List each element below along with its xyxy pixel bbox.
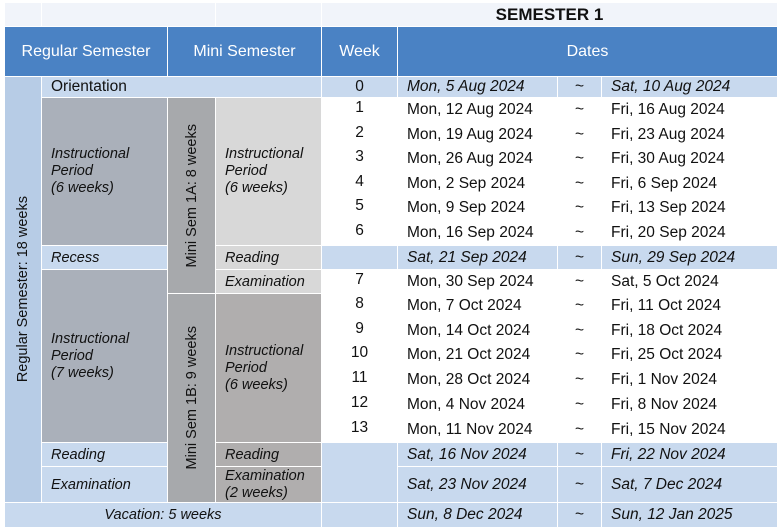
date-separator: ~ (558, 221, 602, 246)
date-start: Mon, 9 Sep 2024 (398, 196, 558, 221)
week-cell: 12 (322, 393, 398, 418)
date-end: Fri, 13 Sep 2024 (602, 196, 778, 221)
date-start: Mon, 26 Aug 2024 (398, 147, 558, 172)
mini-instr-b-line-3: (6 weeks) (225, 376, 288, 393)
vacation-cell: Vacation: 5 weeks (5, 503, 322, 528)
date-end: Sat, 7 Dec 2024 (602, 467, 778, 503)
header-mini-semester: Mini Semester (168, 27, 322, 77)
header-regular-semester: Regular Semester (5, 27, 168, 77)
week-cell: 3 (322, 147, 398, 172)
mini-sem-1b-label: Mini Sem 1B: 9 weeks (183, 326, 200, 470)
date-separator: ~ (558, 343, 602, 368)
date-start: Mon, 2 Sep 2024 (398, 172, 558, 196)
week-cell: 4 (322, 172, 398, 196)
date-separator: ~ (558, 319, 602, 343)
date-start: Mon, 11 Nov 2024 (398, 418, 558, 443)
mini-exam-b-line-2: (2 weeks) (225, 484, 288, 501)
date-separator: ~ (558, 77, 602, 98)
date-start: Mon, 12 Aug 2024 (398, 98, 558, 123)
date-end: Sat, 5 Oct 2024 (602, 270, 778, 294)
mini-exam-b-line-1: Examination (225, 467, 305, 484)
date-separator: ~ (558, 270, 602, 294)
date-separator: ~ (558, 147, 602, 172)
mini-sem-1a-cell (168, 98, 216, 294)
date-start: Mon, 14 Oct 2024 (398, 319, 558, 343)
date-separator: ~ (558, 418, 602, 443)
mini-instr-a-line-2: Period (225, 163, 267, 179)
instructional-6-line-1: Instructional (51, 146, 130, 162)
mini-instr-b-line-2: Period (225, 359, 267, 376)
date-end: Sat, 10 Aug 2024 (602, 77, 778, 98)
week-cell-reading-exam (322, 443, 398, 503)
date-start: Mon, 30 Sep 2024 (398, 270, 558, 294)
semester-title: SEMESTER 1 (322, 3, 778, 27)
header-dates: Dates (398, 27, 778, 77)
date-end: Sun, 12 Jan 2025 (602, 503, 778, 528)
title-spacer-1 (5, 3, 42, 27)
mini-sem-1a-label: Mini Sem 1A: 8 weeks (183, 123, 200, 268)
mini-sem-1b-cell (168, 294, 216, 503)
date-start: Sun, 8 Dec 2024 (398, 503, 558, 528)
date-start: Mon, 28 Oct 2024 (398, 368, 558, 393)
date-end: Fri, 18 Oct 2024 (602, 319, 778, 343)
date-start: Mon, 21 Oct 2024 (398, 343, 558, 368)
date-start: Mon, 4 Nov 2024 (398, 393, 558, 418)
instructional-6-line-3: (6 weeks) (51, 180, 114, 196)
date-end: Fri, 8 Nov 2024 (602, 393, 778, 418)
week-cell: 1 (322, 98, 398, 123)
week-cell: 13 (322, 418, 398, 443)
week-cell: 2 (322, 123, 398, 147)
date-separator: ~ (558, 368, 602, 393)
instructional-7-line-1: Instructional (51, 330, 130, 347)
date-separator: ~ (558, 196, 602, 221)
date-separator: ~ (558, 393, 602, 418)
mini-instr-b-line-1: Instructional (225, 342, 304, 359)
header-week: Week (322, 27, 398, 77)
title-spacer-2 (42, 3, 216, 27)
date-end: Fri, 15 Nov 2024 (602, 418, 778, 443)
date-separator: ~ (558, 467, 602, 503)
title-spacer-3 (216, 3, 322, 27)
date-end: Fri, 11 Oct 2024 (602, 294, 778, 319)
date-end: Fri, 30 Aug 2024 (602, 147, 778, 172)
reading-cell: Reading (42, 443, 168, 467)
week-cell: 11 (322, 368, 398, 393)
date-separator: ~ (558, 503, 602, 528)
regular-semester-label-cell (5, 77, 42, 503)
mini-instructional-a (216, 98, 322, 246)
recess-cell: Recess (42, 246, 168, 270)
date-end: Fri, 6 Sep 2024 (602, 172, 778, 196)
date-separator: ~ (558, 123, 602, 147)
instructional-period-7-weeks (42, 270, 168, 443)
date-end: Fri, 1 Nov 2024 (602, 368, 778, 393)
instructional-7-line-3: (7 weeks) (51, 364, 114, 381)
date-separator: ~ (558, 98, 602, 123)
week-cell: 5 (322, 196, 398, 221)
mini-exam-b (216, 467, 322, 503)
date-end: Fri, 20 Sep 2024 (602, 221, 778, 246)
date-start: Sat, 21 Sep 2024 (398, 246, 558, 270)
date-start: Mon, 16 Sep 2024 (398, 221, 558, 246)
date-start: Sat, 16 Nov 2024 (398, 443, 558, 467)
date-end: Fri, 23 Aug 2024 (602, 123, 778, 147)
mini-instr-a-line-1: Instructional (225, 146, 304, 162)
week-cell (322, 246, 398, 270)
regular-semester-label: Regular Semester: 18 weeks (15, 196, 31, 383)
week-cell: 6 (322, 221, 398, 246)
instructional-7-line-2: Period (51, 347, 93, 364)
week-cell: 10 (322, 343, 398, 368)
date-separator: ~ (558, 443, 602, 467)
date-separator: ~ (558, 294, 602, 319)
week-cell: 0 (322, 77, 398, 98)
examination-cell: Examination (42, 467, 168, 503)
week-cell: 7 (322, 270, 398, 294)
date-end: Sun, 29 Sep 2024 (602, 246, 778, 270)
orientation-cell: Orientation (42, 77, 322, 98)
date-start: Mon, 5 Aug 2024 (398, 77, 558, 98)
mini-exam-a: Examination (216, 270, 322, 294)
date-start: Mon, 7 Oct 2024 (398, 294, 558, 319)
mini-instructional-b (216, 294, 322, 443)
date-separator: ~ (558, 172, 602, 196)
date-end: Fri, 22 Nov 2024 (602, 443, 778, 467)
date-separator: ~ (558, 246, 602, 270)
mini-instr-a-line-3: (6 weeks) (225, 180, 288, 196)
week-cell: 8 (322, 294, 398, 319)
date-start: Sat, 23 Nov 2024 (398, 467, 558, 503)
week-cell: 9 (322, 319, 398, 343)
date-end: Fri, 16 Aug 2024 (602, 98, 778, 123)
instructional-period-6-weeks (42, 98, 168, 246)
mini-reading-a: Reading (216, 246, 322, 270)
instructional-6-line-2: Period (51, 163, 93, 179)
date-end: Fri, 25 Oct 2024 (602, 343, 778, 368)
date-start: Mon, 19 Aug 2024 (398, 123, 558, 147)
week-cell (322, 503, 398, 528)
mini-reading-b: Reading (216, 443, 322, 467)
